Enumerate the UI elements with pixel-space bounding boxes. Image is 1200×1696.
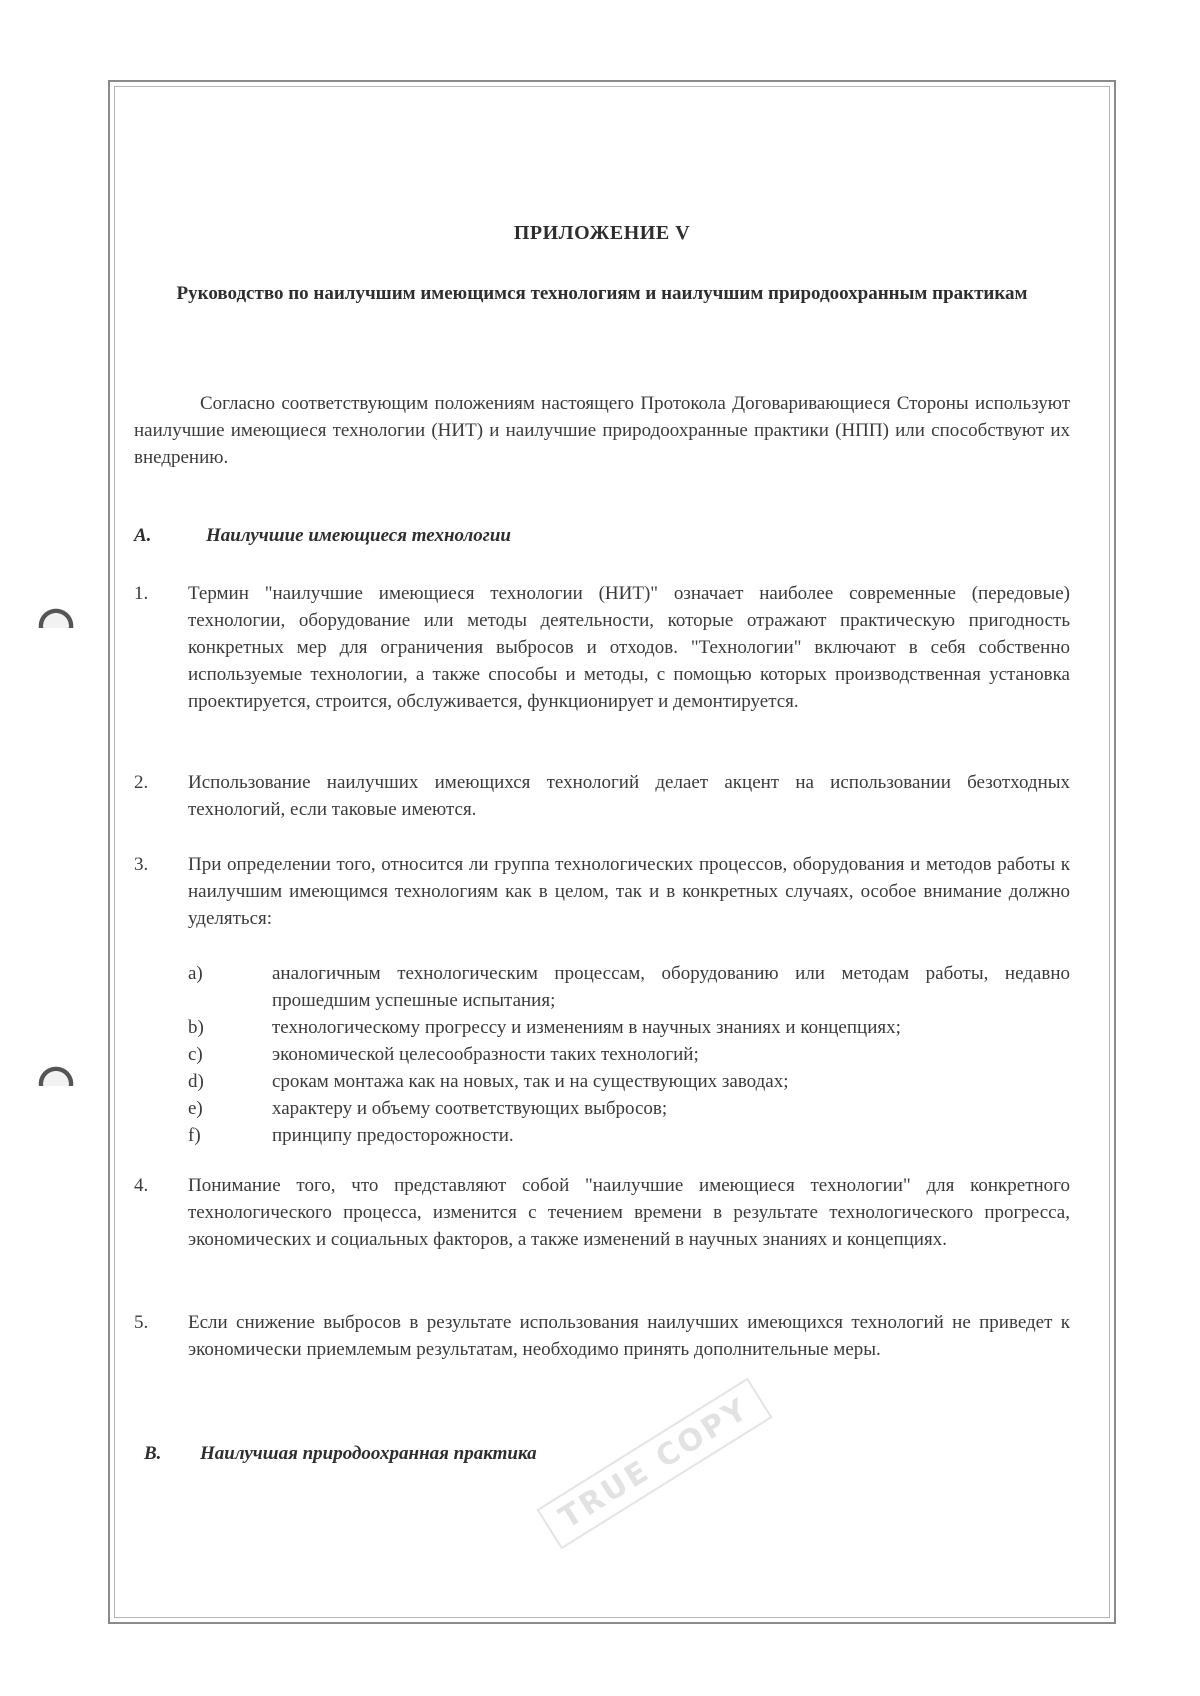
subitem-label: d)	[188, 1071, 204, 1092]
subitem-d	[188, 1068, 1070, 1095]
subitem-label: b)	[188, 1017, 204, 1038]
list-item-5	[134, 1309, 1070, 1363]
item-number: 3.	[134, 854, 149, 875]
section-a-letter: A.	[134, 525, 152, 546]
subitem-a	[188, 960, 1070, 1014]
subitem-b	[188, 1014, 1070, 1041]
subitem-f	[188, 1122, 1070, 1149]
annex-title: ПРИЛОЖЕНИЕ V	[513, 222, 691, 244]
list-item-3	[134, 851, 1070, 932]
list-item-1	[134, 580, 1070, 715]
section-b-letter: B.	[144, 1443, 162, 1464]
subitem-label: f)	[188, 1125, 201, 1146]
item-text: Использование наилучших имеющихся технологий делает акцент на использовании безотходных технологий, если таковые имеются.	[188, 772, 1070, 820]
subitem-label: c)	[188, 1044, 203, 1065]
punch-hole-top	[36, 606, 76, 628]
list-item-2	[134, 769, 1070, 823]
subitem-label: a)	[188, 963, 203, 984]
document-subtitle: Руководство по наилучшим имеющимся технологиям и наилучшим природоохранным практикам	[176, 283, 1028, 304]
item-number: 4.	[134, 1175, 149, 1196]
item-text: Понимание того, что представляют собой "наилучшие имеющиеся технологии" для конкретного технологического процесса, изменится с течением времени в результате технологического прогресса, экономических и социальных факторов, а также изменений в научных знаниях и концепциях.	[188, 1175, 1070, 1250]
subitem-text: характеру и объему соответствующих выбросов;	[272, 1098, 668, 1119]
subitem-text: срокам монтажа как на новых, так и на существующих заводах;	[272, 1071, 789, 1092]
item-number: 1.	[134, 583, 149, 604]
subitem-text: технологическому прогрессу и изменениям в научных знаниях и концепциях;	[272, 1017, 901, 1038]
item-text: Термин "наилучшие имеющиеся технологии (НИТ)" означает наиболее современные (передовые) технологии, оборудование или методы деятельности, которые отражают практическую пригодность конкретных мер для ограничения выбросов и отходов. "Технологии" включают в себя собственно используемые технологии, а также способы и методы, с помощью которых производственная установка проектируется, строится, обслуживается, функционирует и демонтируется.	[188, 583, 1070, 712]
item-number: 5.	[134, 1312, 149, 1333]
subitem-text: экономической целесообразности таких технологий;	[272, 1044, 699, 1065]
subitem-text: принципу предосторожности.	[272, 1125, 514, 1146]
list-item-4	[134, 1172, 1070, 1253]
item-text: При определении того, относится ли группа технологических процессов, оборудования и методов работы к наилучшим имеющимся технологиям как в целом, так и в конкретных случаях, особое внимание должно уделяться:	[188, 854, 1070, 929]
intro-paragraph: Согласно соответствующим положениям настоящего Протокола Договаривающиеся Стороны используют наилучшие имеющиеся технологии (НИТ) и наилучшие природоохранные практики (НПП) или способствуют их внедрению.	[134, 393, 1070, 468]
section-a-title: Наилучшие имеющиеся технологии	[206, 525, 511, 546]
punch-hole-bottom	[36, 1064, 76, 1086]
section-b-title: Наилучшая природоохранная практика	[200, 1443, 537, 1464]
subitem-e	[188, 1095, 1070, 1122]
subitem-c	[188, 1041, 1070, 1068]
true-copy-stamp: TRUE COPY	[536, 1378, 772, 1550]
item-text: Если снижение выбросов в результате использования наилучших имеющихся технологий не приведет к экономически приемлемым результатам, необходимо принять дополнительные меры.	[188, 1312, 1070, 1360]
subitem-text: аналогичным технологическим процессам, оборудованию или методам работы, недавно прошедшим успешные испытания;	[272, 963, 1070, 1011]
subitem-label: e)	[188, 1098, 203, 1119]
item-number: 2.	[134, 772, 149, 793]
